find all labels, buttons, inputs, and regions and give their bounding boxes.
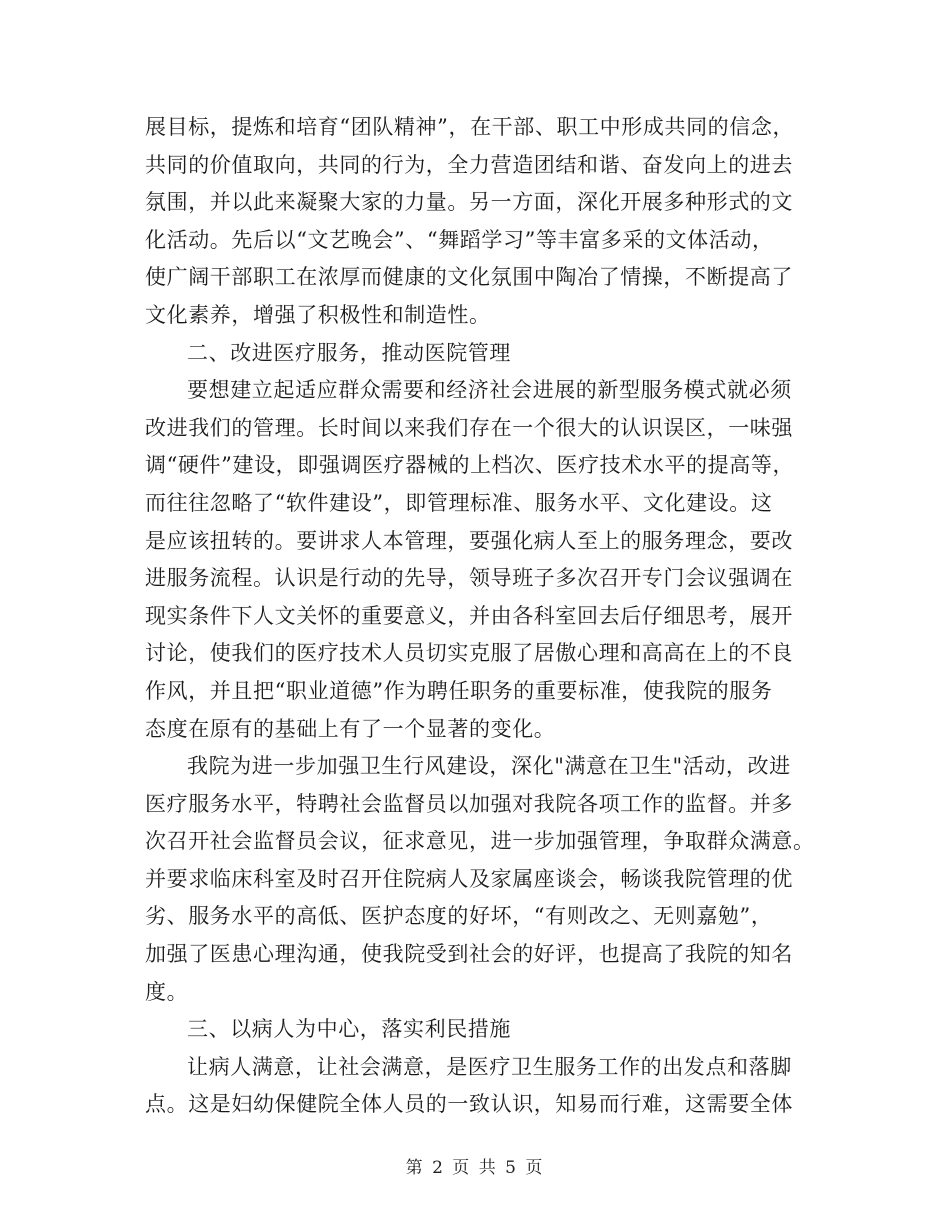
text-line: 我院为进一步加强卫生行风建设，深化"满意在卫生"活动，改进 <box>187 754 791 779</box>
text-line: 进服务流程。认识是行动的先导，领导班子多次召开专门会议强调在 <box>145 566 793 591</box>
text-line: 次召开社会监督员会议，征求意见，进一步加强管理，争取群众满意。 <box>145 829 815 854</box>
text-line: 讨论，使我们的医疗技术人员切实克服了居傲心理和高高在上的不良 <box>145 641 793 666</box>
text-line: 氛围，并以此来凝聚大家的力量。另一方面，深化开展多种形式的文 <box>145 190 793 215</box>
text-line: 要想建立起适应群众需要和经济社会进展的新型服务模式就必须 <box>187 378 792 403</box>
section-heading: 二、改进医疗服务，推动医院管理 <box>187 340 511 365</box>
text-line: 医疗服务水平，特聘社会监督员以加强对我院各项工作的监督。并多 <box>145 791 793 816</box>
text-line: 态度在原有的基础上有了一个显著的变化。 <box>145 716 556 741</box>
text-line: 度。 <box>145 979 189 1004</box>
text-line: 劣、服务水平的高低、医护态度的好坏，“有则改之、无则嘉勉”， <box>145 904 773 929</box>
text-line: 让病人满意，让社会满意，是医疗卫生服务工作的出发点和落脚 <box>187 1054 792 1079</box>
text-line: 并要求临床科室及时召开住院病人及家属座谈会，畅谈我院管理的优 <box>145 866 793 891</box>
text-line: 是应该扭转的。要讲求人本管理，要强化病人至上的服务理念，要改 <box>145 528 793 553</box>
text-line: 展目标，提炼和培育“团队精神”，在干部、职工中形成共同的信念， <box>145 115 795 139</box>
text-line: 作风，并且把“职业道德”作为聘任职务的重要标准，使我院的服务 <box>145 678 773 703</box>
page-number-footer: 第 2 页 共 5 页 <box>405 1158 545 1178</box>
text-line: 而往往忽略了“软件建设”，即管理标准、服务水平、文化建设。这 <box>145 490 773 515</box>
text-line: 化活动。先后以“文艺晚会”、“舞蹈学习”等丰富多采的文体活动， <box>145 227 774 252</box>
text-line: 共同的价值取向，共同的行为，全力营造团结和谐、奋发向上的进去 <box>145 152 793 177</box>
text-line: 现实条件下人文关怀的重要意义，并由各科室回去后仔细思考，展开 <box>145 603 793 628</box>
text-line: 点。这是妇幼保健院全体人员的一致认识，知易而行难，这需要全体 <box>145 1092 793 1117</box>
text-line: 文化素养，增强了积极性和制造性。 <box>145 302 491 327</box>
text-line: 加强了医患心理沟通，使我院受到社会的好评，也提高了我院的知名 <box>145 942 793 967</box>
document-body <box>145 109 815 1124</box>
section-heading: 三、以病人为中心，落实利民措施 <box>187 1017 511 1042</box>
text-line: 调“硬件”建设，即强调医疗器械的上档次、医疗技术水平的提高等， <box>145 453 795 478</box>
text-line: 改进我们的管理。长时间以来我们存在一个很大的认识误区，一味强 <box>145 415 793 440</box>
text-line: 使广阔干部职工在浓厚而健康的文化氛围中陶冶了情操，不断提高了 <box>145 265 793 290</box>
